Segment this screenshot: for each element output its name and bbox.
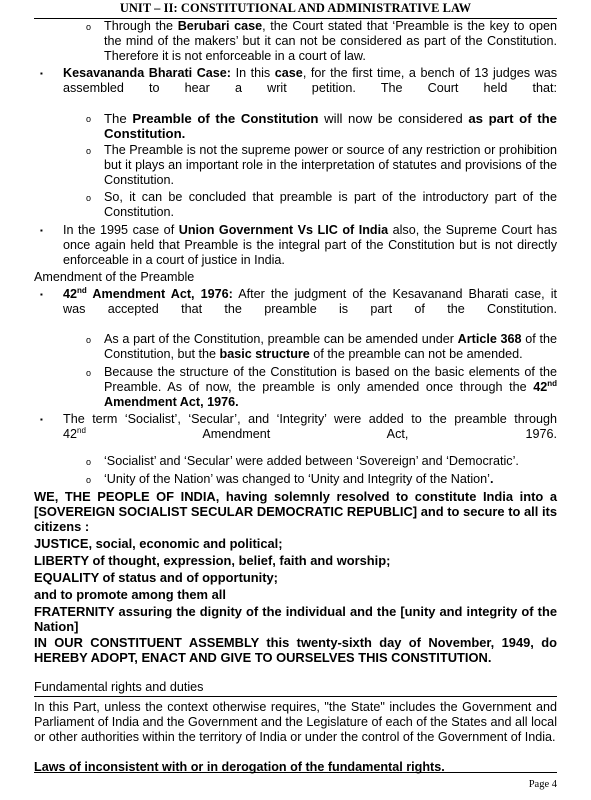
fundamental-paragraph: In this Part, unless the context otherwise requires, "the State" includes the Government and Parliament of India and the Government and the Legislature of each of the States and all local or other authorities within the territory of India or under the control of the Government of India. bbox=[34, 700, 557, 744]
sub1-bold-2: as part of the Constitution. bbox=[104, 111, 558, 141]
page-header bbox=[34, 0, 557, 19]
square-bullet-icon: ▪ bbox=[40, 290, 43, 299]
header-title: UNIT – II: CONSTITUTIONAL AND ADMINISTRATIVE LAW bbox=[119, 1, 472, 15]
sub1-mid: will now be considered bbox=[318, 111, 469, 126]
socialist-item bbox=[34, 412, 557, 442]
page-footer bbox=[34, 772, 557, 792]
sub1-pre: The bbox=[104, 111, 133, 126]
circle-bullet-icon: o bbox=[86, 335, 92, 345]
act42-sub1-mid: of the Constitution, but the bbox=[104, 332, 557, 361]
lic-post: also, the Supreme Court has once again held that Preamble is the integral part of the Constitution but is not directly enforceable in a court of justice in India. bbox=[63, 223, 557, 267]
act42-l1-post: After the judgment of the Kesavanand Bharati case, it bbox=[232, 287, 557, 301]
preamble-promote: and to promote among them all bbox=[34, 587, 226, 602]
fundamental-title: Fundamental rights and duties bbox=[34, 679, 557, 697]
circle-bullet-icon: o bbox=[86, 193, 92, 203]
circle-bullet-icon: o bbox=[86, 146, 92, 156]
circle-bullet-icon: o bbox=[86, 475, 92, 485]
preamble-block bbox=[34, 489, 557, 665]
act42-title: Amendment Act, 1976: bbox=[86, 287, 233, 301]
sub3-text: So, it can be concluded that preamble is part of the introductory part of the Constitution. bbox=[104, 190, 557, 219]
fundamental-laws-heading: Laws of inconsistent with or in derogation of the fundamental rights. bbox=[34, 760, 445, 774]
kesavananda-title: Kesavananda Bharati Case: bbox=[63, 66, 232, 80]
socialist-line-2 bbox=[34, 427, 557, 442]
socialist-sub1-text: ‘Socialist’ and ‘Secular’ were added between ‘Sovereign’ and ‘Democratic’. bbox=[104, 454, 519, 468]
preamble-we: WE, THE PEOPLE OF INDIA, having solemnly resolved to constitute India into a [SOVEREIGN SOCIALIST SECULAR DEMOCRATIC REPUBLIC] and to secure to all its citizens : bbox=[34, 489, 557, 534]
fundamental-section bbox=[34, 679, 557, 775]
berubari-case-name: Berubari case bbox=[177, 19, 263, 33]
berubari-text-post: , the Court stated that ‘Preamble is the key to open the mind of the makers’ but it can not be considered as part of the Constitution. Therefore it is not enforceable in a court of law. bbox=[104, 19, 557, 63]
act42-sub-2 bbox=[34, 365, 557, 410]
kesavananda-item bbox=[34, 66, 557, 96]
act42-sup: nd bbox=[77, 285, 87, 295]
act42-sub1-bold-2: basic structure bbox=[219, 347, 310, 361]
circle-bullet-icon: o bbox=[86, 457, 92, 467]
page-content bbox=[34, 18, 557, 775]
berubari-item bbox=[34, 19, 557, 64]
preamble-liberty: LIBERTY of thought, expression, belief, faith and worship; bbox=[34, 553, 391, 568]
act42-sub2-num: 42 bbox=[533, 380, 548, 394]
square-bullet-icon: ▪ bbox=[40, 69, 43, 78]
socialist-num: 42 bbox=[63, 427, 78, 441]
preamble-equality: EQUALITY of status and of opportunity; bbox=[34, 570, 278, 585]
sub1-bold-1: Preamble of the Constitution bbox=[132, 111, 319, 126]
socialist-sub2-text: ‘Unity of the Nation’ was changed to ‘Unity and Integrity of the Nation’ bbox=[104, 472, 490, 486]
lic-case-name: Union Government Vs LIC of India bbox=[178, 223, 389, 237]
preamble-fraternity: FRATERNITY assuring the dignity of the individual and the [unity and integrity of the Nation] bbox=[34, 604, 557, 634]
socialist-line-1: The term ‘Socialist’, ‘Secular’, and ‘Integrity’ were added to the preamble through bbox=[63, 412, 557, 426]
kesavananda-sub-2 bbox=[34, 143, 557, 188]
kesavananda-l1-pre: In this bbox=[231, 66, 275, 80]
lic-item bbox=[34, 223, 557, 268]
act42-line-2: was accepted that the preamble is part of the Constitution. bbox=[63, 302, 557, 316]
socialist-sup: nd bbox=[77, 425, 86, 435]
act42-sub1-post: of the preamble can not be amended. bbox=[309, 347, 523, 361]
sub2-text: The Preamble is not the supreme power or source of any restriction or prohibition but it plays an important role in the interpretation of statutes and provisions of the Constitution. bbox=[104, 143, 557, 187]
socialist-sub-1 bbox=[34, 454, 557, 469]
page-number: Page 4 bbox=[528, 779, 557, 790]
lic-pre: In the 1995 case of bbox=[63, 223, 179, 237]
kesavananda-line-2: assembled to hear a writ petition. The Court held that: bbox=[63, 81, 557, 95]
square-bullet-icon: ▪ bbox=[40, 415, 43, 424]
act42-sub1-pre: As a part of the Constitution, preamble can be amended under bbox=[104, 332, 458, 346]
kesavananda-sub-1 bbox=[34, 111, 557, 141]
amendment-heading: Amendment of the Preamble bbox=[34, 270, 195, 284]
circle-bullet-icon: o bbox=[86, 114, 92, 124]
act42-sub2-bold: Amendment Act, 1976. bbox=[104, 395, 239, 409]
kesavananda-sub-3 bbox=[34, 190, 557, 220]
act42-num: 42 bbox=[63, 287, 78, 301]
preamble-assembly: IN OUR CONSTITUENT ASSEMBLY this twenty-sixth day of November, 1949, do HEREBY ADOPT, ENACT AND GIVE TO OURSELVES THIS CONSTITUTION. bbox=[34, 635, 557, 665]
socialist-sub-2 bbox=[34, 472, 557, 487]
kesavananda-l1-post: , for the first time, a bench of 13 judges was bbox=[302, 66, 558, 80]
square-bullet-icon: ▪ bbox=[40, 226, 43, 235]
act42-sub2-pre: Because the structure of the Constitution is based on the basic elements of the Preamble. As of now, the preamble is only amended once through the bbox=[104, 365, 557, 394]
act42-sub1-bold-1: Article 368 bbox=[457, 332, 522, 346]
circle-bullet-icon: o bbox=[86, 368, 92, 378]
act42-sub2-sup: nd bbox=[547, 378, 557, 388]
act42-line-1 bbox=[63, 287, 557, 302]
preamble-justice: JUSTICE, social, economic and political; bbox=[34, 536, 283, 551]
berubari-text-pre: Through the bbox=[104, 19, 178, 33]
socialist-rest: Amendment Act, 1976. bbox=[85, 427, 557, 441]
kesavananda-line-1 bbox=[63, 66, 557, 81]
socialist-sub2-end: . bbox=[489, 472, 494, 486]
kesavananda-l1-bold: case bbox=[274, 66, 303, 80]
circle-bullet-icon: o bbox=[86, 22, 92, 32]
act42-item bbox=[34, 287, 557, 317]
act42-sub-1 bbox=[34, 332, 557, 362]
